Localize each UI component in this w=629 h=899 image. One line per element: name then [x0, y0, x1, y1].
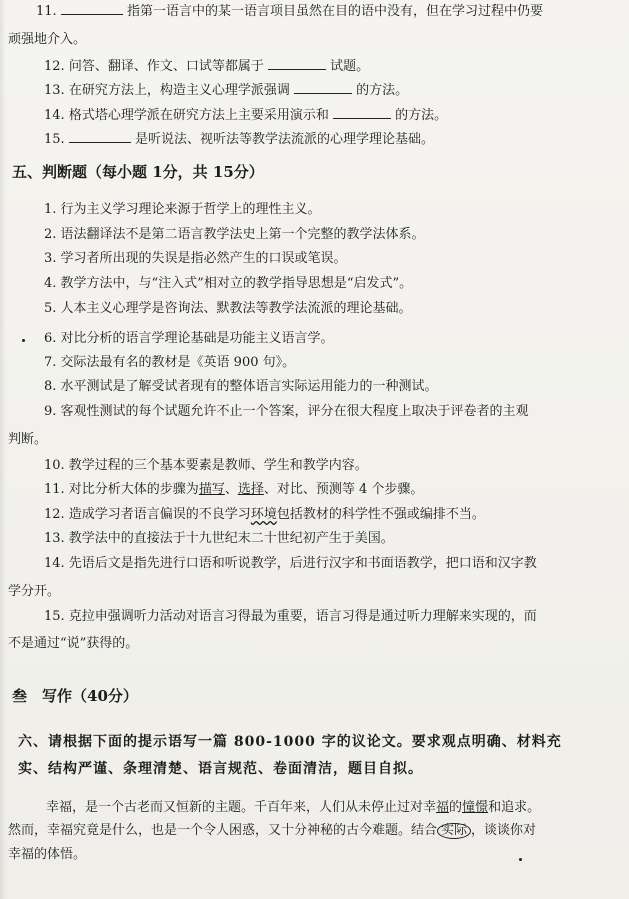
para-1-e: 和追求。	[488, 800, 541, 815]
tf-item-13: 13. 教学法中的直接法于十九世纪末二十世纪初产生于美国。	[44, 531, 394, 546]
q15-line	[0, 131, 629, 148]
pen-mark-dot-2	[519, 858, 522, 861]
q15-number: 15.	[44, 132, 65, 147]
q13-text-a: 在研究方法上，构造主义心理学派强调	[68, 83, 290, 98]
tf-item-11-underlined-2: 选择	[237, 482, 264, 497]
tf-item-3: 3. 学习者所出现的失误是指必然产生的口误或笔误。	[44, 251, 347, 266]
tf-item-15-continuation: 不是通过“说”获得的。	[8, 636, 139, 651]
writing-heading: 叁 写作（40分）	[12, 687, 138, 705]
tf-item-12-underlined: 环境	[250, 507, 277, 522]
writing-para-line-2	[0, 823, 629, 839]
q14-text-a: 格式塔心理学派在研究方法上主要采用演示和	[68, 108, 329, 123]
tf-item-5: 5. 人本主义心理学是咨询法、默教法等教学法流派的理论基础。	[44, 301, 412, 316]
tf-item-12-c: 包括教材的科学性不强或编排不当。	[276, 507, 485, 522]
tf-item-9-continuation: 判断。	[8, 432, 48, 447]
writing-prompt-line-1: 六、请根据下面的提示语写一篇 800-1000 字的议论文。要求观点明确、材料充	[18, 734, 562, 750]
writing-para-line-3: 幸福的体悟。	[8, 847, 87, 862]
q11-continuation: 顽强地介入。	[8, 32, 87, 47]
writing-para-line-1	[0, 800, 629, 816]
q14-text-b: 的方法。	[395, 108, 448, 123]
tf-item-11-sep: 、	[224, 482, 238, 497]
q12-line	[0, 58, 629, 75]
tf-item-11	[0, 482, 629, 498]
para-1-c: 的	[449, 800, 463, 815]
q11-text: 指第一语言中的某一语言项目虽然在目的语中没有，但在学习过程中仍要	[126, 4, 543, 19]
tf-item-15: 15. 克拉申强调听力活动对语言习得最为重要，语言习得是通过听力理解来实现的，而	[44, 609, 537, 624]
q14-number: 14.	[44, 108, 65, 123]
para-2-a: 然而，幸福究竟是什么，也是一个令人困惑，又十分神秘的古今难题。结合	[8, 823, 438, 838]
q13-blank	[294, 82, 352, 94]
q11-line	[0, 3, 629, 20]
tf-item-12-a: 12. 造成学习者语言偏误的不良学习	[44, 507, 251, 522]
tf-item-12	[0, 507, 629, 523]
para-1-underlined-char: 福	[436, 800, 450, 815]
q12-text-b: 试题。	[330, 59, 370, 74]
q14-blank	[333, 107, 391, 119]
para-1-underlined-word: 憧憬	[462, 800, 489, 815]
q15-text: 是听说法、视听法等教学法流派的心理学理论基础。	[134, 132, 434, 147]
tf-item-1: 1. 行为主义学习理论来源于哲学上的理性主义。	[44, 202, 321, 217]
tf-item-11-underlined-1: 描写	[198, 482, 225, 497]
q14-line	[0, 107, 629, 124]
q12-text-a: 问答、翻译、作文、口试等都属于	[68, 59, 264, 74]
para-1-a: 幸福，是一个古老而又恒新的主题。千百年来，人们从未停止过对幸	[46, 800, 437, 815]
para-2-c: ，谈谈你对	[471, 823, 537, 838]
q13-number: 13.	[44, 83, 65, 98]
tf-item-7: 7. 交际法最有名的教材是《英语 900 句》。	[44, 355, 296, 370]
q13-line	[0, 82, 629, 99]
q11-blank	[61, 3, 123, 15]
tf-item-11-e: 、对比、预测等 4 个步骤。	[263, 482, 424, 497]
tf-item-10: 10. 教学过程的三个基本要素是教师、学生和教学内容。	[44, 458, 368, 473]
tf-item-11-a: 11. 对比分析大体的步骤为	[44, 482, 199, 497]
tf-item-2: 2. 语法翻译法不是第二语言教学法史上第一个完整的教学法体系。	[44, 227, 425, 242]
tf-item-14: 14. 先语后文是指先进行口语和听说教学，后进行汉字和书面语教学，把口语和汉字教	[44, 556, 537, 571]
tf-item-4: 4. 教学方法中，与“注入式”相对立的教学指导思想是“启发式”。	[44, 276, 413, 291]
tf-item-8: 8. 水平测试是了解受试者现有的整体语言实际运用能力的一种测试。	[44, 379, 438, 394]
q12-blank	[268, 58, 326, 70]
tf-item-9: 9. 客观性测试的每个试题允许不止一个答案，评分在很大程度上取决于评卷者的主观	[44, 404, 529, 419]
tf-item-6: 6. 对比分析的语言学理论基础是功能主义语言学。	[44, 331, 334, 346]
q15-blank	[69, 131, 131, 143]
q12-number: 12.	[44, 59, 65, 74]
writing-prompt-line-2: 实、结构严谨、条理清楚、语言规范、卷面清洁，题目自拟。	[18, 761, 423, 777]
q13-text-b: 的方法。	[356, 83, 409, 98]
section5-heading: 五、判断题（每小题 1分，共 15分）	[12, 163, 264, 181]
q11-number: 11.	[36, 4, 57, 19]
tf-item-14-continuation: 学分开。	[8, 584, 61, 599]
circled-word: 实际	[437, 823, 471, 839]
